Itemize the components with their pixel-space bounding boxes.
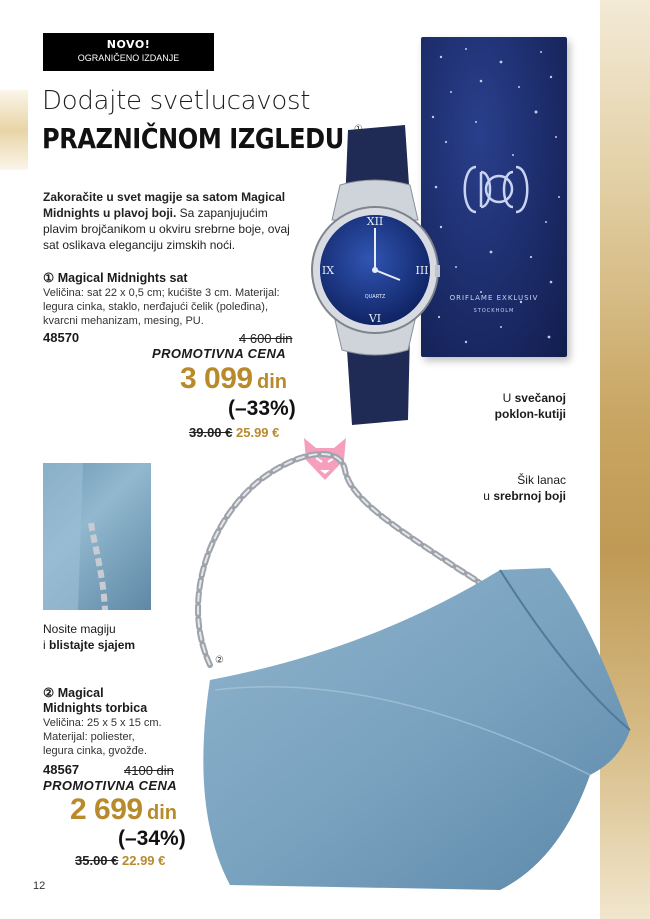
product1-discount: (–33%)	[228, 397, 296, 420]
watch-image-marker: ①	[354, 124, 363, 135]
product2-code: 48567	[43, 762, 80, 777]
fabric-detail-image	[43, 463, 151, 610]
badge-title: NOVO!	[106, 38, 151, 51]
product2-name-line2: Midnights torbica	[43, 701, 148, 715]
inset-caption-bold: blistajte sjajem	[49, 638, 136, 652]
inset-caption-line1: Nosite magiju	[43, 622, 116, 636]
chain-caption-bold: srebrnoj boji	[493, 489, 566, 503]
bag-image-marker: ②	[215, 655, 224, 666]
intro-bold: Zakoračite u svet magije sa satom Magical Midnights u plavoj boji.	[43, 190, 286, 220]
svg-text:VI: VI	[368, 312, 382, 325]
product1-price	[180, 362, 287, 396]
inset-caption	[43, 621, 173, 653]
product1-eur	[189, 425, 279, 440]
product1-price-currency: din	[257, 371, 288, 393]
chain-caption-line1: Šik lanac	[517, 473, 566, 487]
headline-line2: PRAZNIČNOM IZGLEDU	[42, 122, 344, 155]
badge-subtitle: OGRANIČENO IZDANJE	[77, 53, 180, 63]
svg-text:STOCKHOLM: STOCKHOLM	[473, 308, 515, 314]
product2-eur-new: 22.99 €	[122, 853, 166, 868]
gift-box-sparkles	[421, 37, 567, 357]
product1-marker: ①	[43, 271, 55, 285]
watch-image	[310, 120, 440, 425]
product1-promo-label: PROMOTIVNA CENA	[152, 346, 287, 361]
product2-price-currency: din	[147, 802, 178, 824]
headline-line1: Dodajte svetlucavost	[42, 86, 311, 116]
product2-name	[43, 686, 147, 716]
intro-plain: Sa zapanjujućim plavim brojčanikom u okviru srebrne boje, ovaj sat oslikava eleganciju zimskih noći.	[43, 206, 290, 252]
svg-text:III: III	[415, 264, 429, 277]
new-limited-badge	[43, 33, 214, 71]
box-caption-bold1: svečanoj	[514, 391, 566, 405]
product2-marker: ②	[43, 686, 55, 700]
product2-old-price: 4100 din	[124, 763, 174, 778]
bag-image	[170, 560, 640, 900]
product2-discount: (–34%)	[118, 827, 186, 850]
box-caption-plain: U	[502, 391, 512, 405]
product2-eur-old: 35.00 €	[75, 853, 119, 868]
product1-price-number: 3 099	[180, 362, 253, 395]
product2-eur	[75, 853, 165, 868]
product1-name	[43, 270, 188, 285]
product2-promo-label: PROMOTIVNA CENA	[43, 778, 178, 793]
gold-accent-strip	[0, 90, 28, 170]
product2-price-number: 2 699	[70, 793, 143, 826]
gift-box-image	[421, 37, 567, 357]
product1-old-price: 4 600 din	[239, 331, 293, 346]
product1-eur-old: 39.00 €	[189, 425, 233, 440]
svg-text:ORIFLAME EXKLUSIV: ORIFLAME EXKLUSIV	[449, 294, 539, 302]
intro-text	[43, 189, 301, 253]
svg-text:XII: XII	[366, 215, 384, 228]
product2-name-line1: Magical	[57, 686, 104, 700]
product1-code: 48570	[43, 330, 80, 345]
svg-text:IX: IX	[321, 264, 335, 277]
product1-name-text: Magical Midnights sat	[57, 271, 188, 285]
inset-caption-plain: i	[43, 638, 46, 652]
product2-price	[70, 793, 177, 827]
gift-box-caption	[480, 390, 566, 422]
product1-specs: Veličina: sat 22 x 0,5 cm; kućište 3 cm. Materijal: legura cinka, staklo, nerđajući čelik (poleđina), kvarcni mehanizam, mesing, PU.	[43, 287, 280, 327]
page-number: 12	[33, 880, 46, 892]
box-caption-bold2: poklon-kutiji	[494, 407, 566, 421]
product2-specs: Veličina: 25 x 5 x 15 cm. Materijal: poliester, legura cinka, gvožđe.	[43, 717, 162, 757]
product1-eur-new: 25.99 €	[236, 425, 280, 440]
chain-caption-plain: u	[483, 489, 490, 503]
svg-text:QUARTZ: QUARTZ	[364, 294, 386, 300]
watch-drawing	[310, 120, 440, 425]
